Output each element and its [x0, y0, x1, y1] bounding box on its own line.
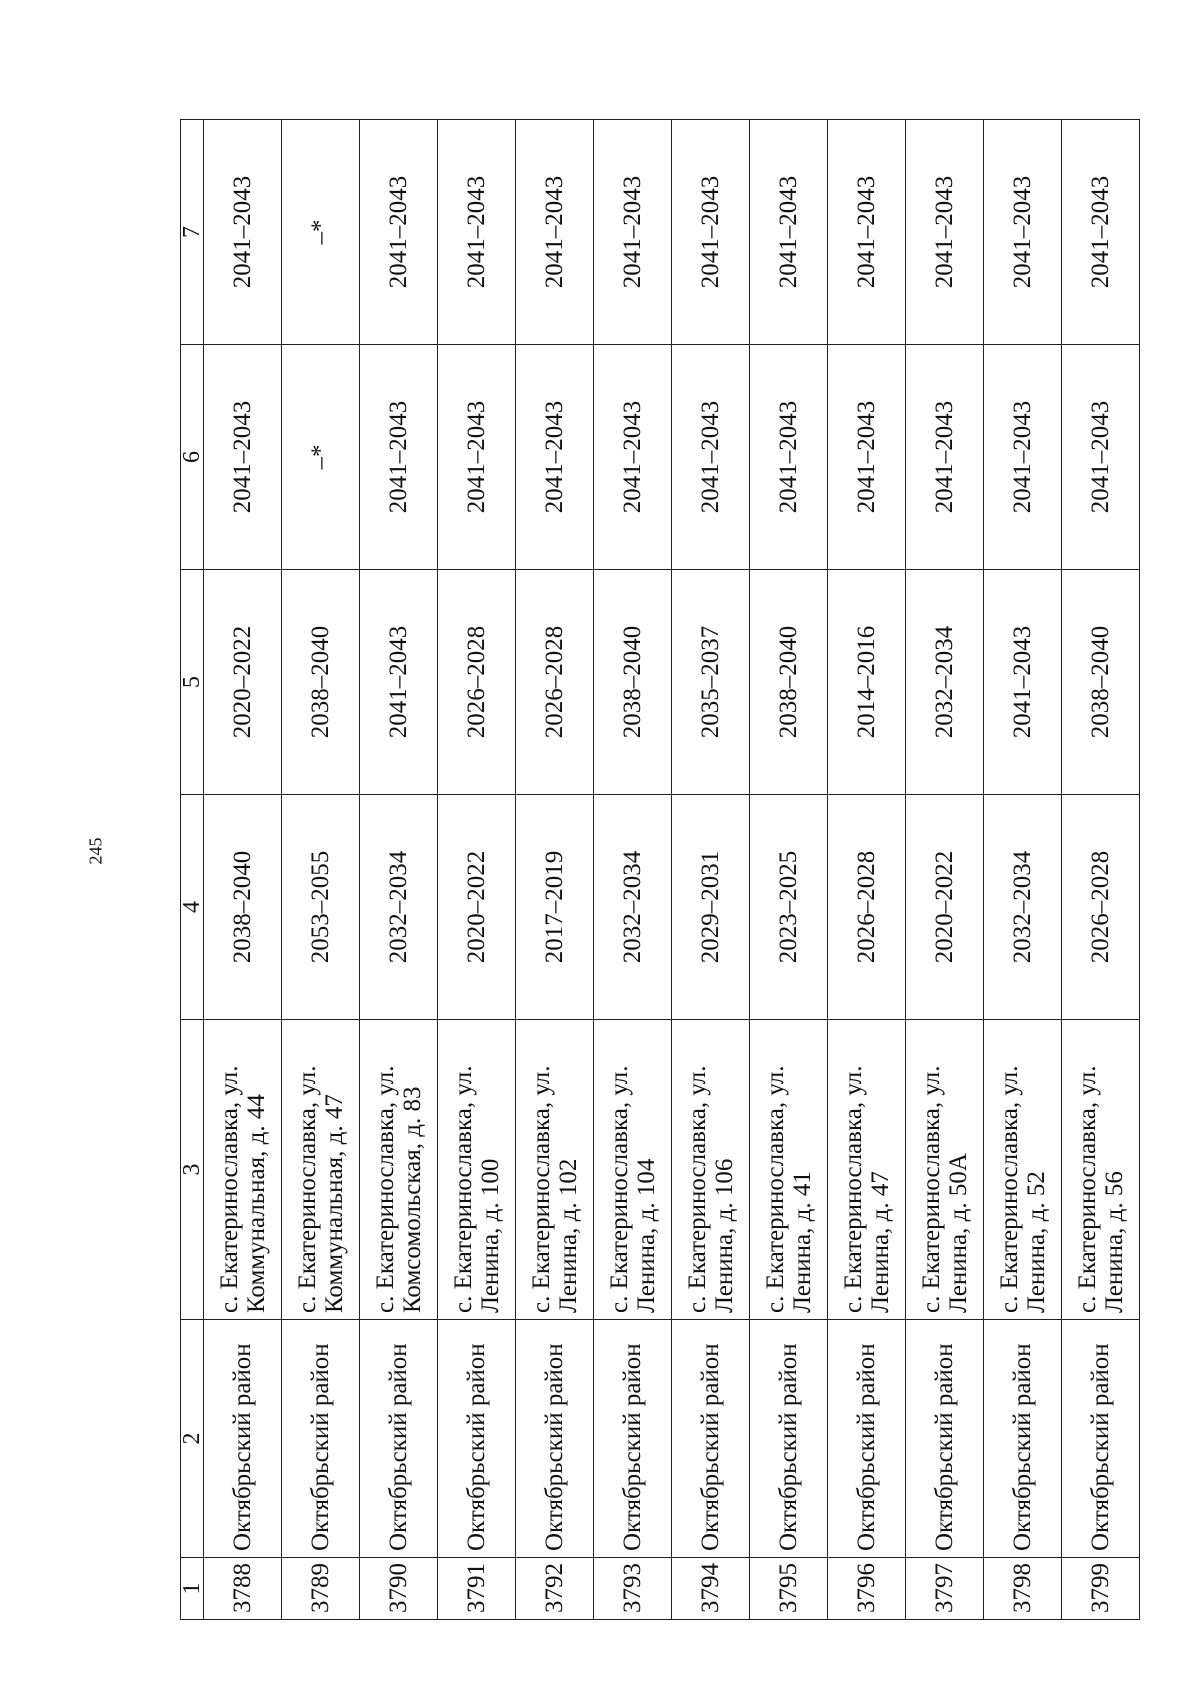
table-row	[594, 120, 672, 1620]
period-cell: 2041–2043	[828, 345, 906, 570]
district-cell: Октябрьский район	[906, 1320, 984, 1558]
address-cell: с. Екатеринославка, ул. Ленина, д. 47	[828, 1020, 906, 1320]
address-cell: с. Екатеринославка, ул. Ленина, д. 50А	[906, 1020, 984, 1320]
period-cell: 2020–2022	[906, 795, 984, 1020]
row-number-cell: 3795	[750, 1558, 828, 1620]
district-cell: Октябрьский район	[750, 1320, 828, 1558]
period-cell: 2041–2043	[360, 345, 438, 570]
table-row	[672, 120, 750, 1620]
period-cell: 2041–2043	[516, 120, 594, 345]
period-cell: 2041–2043	[984, 345, 1062, 570]
table-row	[1062, 120, 1140, 1620]
row-number-cell: 3790	[360, 1558, 438, 1620]
table-row	[906, 120, 984, 1620]
period-cell: 2026–2028	[828, 795, 906, 1020]
period-cell: 2041–2043	[1062, 120, 1140, 345]
table-row	[360, 120, 438, 1620]
address-cell: с. Екатеринославка, ул. Ленина, д. 41	[750, 1020, 828, 1320]
table-row	[204, 120, 282, 1620]
period-cell: 2026–2028	[1062, 795, 1140, 1020]
period-cell: 2032–2034	[906, 570, 984, 795]
period-cell: 2035–2037	[672, 570, 750, 795]
period-cell: 2041–2043	[438, 120, 516, 345]
period-cell: 2020–2022	[438, 795, 516, 1020]
district-cell: Октябрьский район	[438, 1320, 516, 1558]
column-header: 3	[181, 1020, 204, 1320]
column-header: 7	[181, 120, 204, 345]
period-cell: 2026–2028	[516, 570, 594, 795]
period-cell: 2041–2043	[906, 120, 984, 345]
row-number-cell: 3799	[1062, 1558, 1140, 1620]
district-cell: Октябрьский район	[282, 1320, 360, 1558]
period-cell: 2041–2043	[672, 345, 750, 570]
period-cell: 2041–2043	[594, 120, 672, 345]
period-cell: 2053–2055	[282, 795, 360, 1020]
address-cell: с. Екатеринославка, ул. Ленина, д. 52	[984, 1020, 1062, 1320]
period-cell: 2041–2043	[672, 120, 750, 345]
period-cell: 2032–2034	[594, 795, 672, 1020]
page-number: 245	[85, 837, 106, 865]
period-cell: 2038–2040	[282, 570, 360, 795]
address-cell: с. Екатеринославка, ул. Ленина, д. 104	[594, 1020, 672, 1320]
period-cell: 2029–2031	[672, 795, 750, 1020]
period-cell: 2041–2043	[1062, 345, 1140, 570]
period-cell: 2041–2043	[516, 345, 594, 570]
table-row	[438, 120, 516, 1620]
address-cell: с. Екатеринославка, ул. Ленина, д. 100	[438, 1020, 516, 1320]
period-cell: 2038–2040	[750, 570, 828, 795]
period-cell: 2041–2043	[204, 345, 282, 570]
period-cell: 2032–2034	[360, 795, 438, 1020]
table-row	[516, 120, 594, 1620]
period-cell: 2041–2043	[438, 345, 516, 570]
row-number-cell: 3794	[672, 1558, 750, 1620]
period-cell: 2032–2034	[984, 795, 1062, 1020]
district-cell: Октябрьский район	[594, 1320, 672, 1558]
row-number-cell: 3793	[594, 1558, 672, 1620]
address-cell: с. Екатеринославка, ул. Коммунальная, д. 47	[282, 1020, 360, 1320]
period-cell: 2038–2040	[1062, 570, 1140, 795]
column-header: 5	[181, 570, 204, 795]
row-number-cell: 3792	[516, 1558, 594, 1620]
table-row	[282, 120, 360, 1620]
period-cell: –*	[282, 120, 360, 345]
table-body	[181, 120, 1140, 1620]
period-cell: 2041–2043	[906, 345, 984, 570]
column-header: 2	[181, 1320, 204, 1558]
district-cell: Октябрьский район	[360, 1320, 438, 1558]
district-cell: Октябрьский район	[516, 1320, 594, 1558]
period-cell: 2041–2043	[360, 120, 438, 345]
table-row	[984, 120, 1062, 1620]
period-cell: 2038–2040	[204, 795, 282, 1020]
address-cell: с. Екатеринославка, ул. Коммунальная, д. 44	[204, 1020, 282, 1320]
table-container	[180, 120, 1140, 1620]
period-cell: 2041–2043	[750, 120, 828, 345]
period-cell: 2017–2019	[516, 795, 594, 1020]
period-cell: –*	[282, 345, 360, 570]
district-cell: Октябрьский район	[984, 1320, 1062, 1558]
period-cell: 2023–2025	[750, 795, 828, 1020]
column-header: 1	[181, 1558, 204, 1620]
table-header-row	[181, 120, 204, 1620]
period-cell: 2020–2022	[204, 570, 282, 795]
district-cell: Октябрьский район	[204, 1320, 282, 1558]
district-cell: Октябрьский район	[1062, 1320, 1140, 1558]
column-header: 4	[181, 795, 204, 1020]
period-cell: 2041–2043	[984, 120, 1062, 345]
address-cell: с. Екатеринославка, ул. Ленина, д. 56	[1062, 1020, 1140, 1320]
period-cell: 2041–2043	[828, 120, 906, 345]
column-header: 6	[181, 345, 204, 570]
row-number-cell: 3796	[828, 1558, 906, 1620]
period-cell: 2041–2043	[360, 570, 438, 795]
address-cell: с. Екатеринославка, ул. Комсомольская, д. 83	[360, 1020, 438, 1320]
period-cell: 2041–2043	[750, 345, 828, 570]
row-number-cell: 3791	[438, 1558, 516, 1620]
period-cell: 2041–2043	[204, 120, 282, 345]
period-cell: 2041–2043	[984, 570, 1062, 795]
period-cell: 2041–2043	[594, 345, 672, 570]
row-number-cell: 3798	[984, 1558, 1062, 1620]
period-cell: 2038–2040	[594, 570, 672, 795]
row-number-cell: 3789	[282, 1558, 360, 1620]
district-cell: Октябрьский район	[672, 1320, 750, 1558]
district-cell: Октябрьский район	[828, 1320, 906, 1558]
period-cell: 2014–2016	[828, 570, 906, 795]
table-row	[750, 120, 828, 1620]
data-table	[180, 119, 1140, 1620]
period-cell: 2026–2028	[438, 570, 516, 795]
table-row	[828, 120, 906, 1620]
address-cell: с. Екатеринославка, ул. Ленина, д. 102	[516, 1020, 594, 1320]
address-cell: с. Екатеринославка, ул. Ленина, д. 106	[672, 1020, 750, 1320]
row-number-cell: 3797	[906, 1558, 984, 1620]
row-number-cell: 3788	[204, 1558, 282, 1620]
